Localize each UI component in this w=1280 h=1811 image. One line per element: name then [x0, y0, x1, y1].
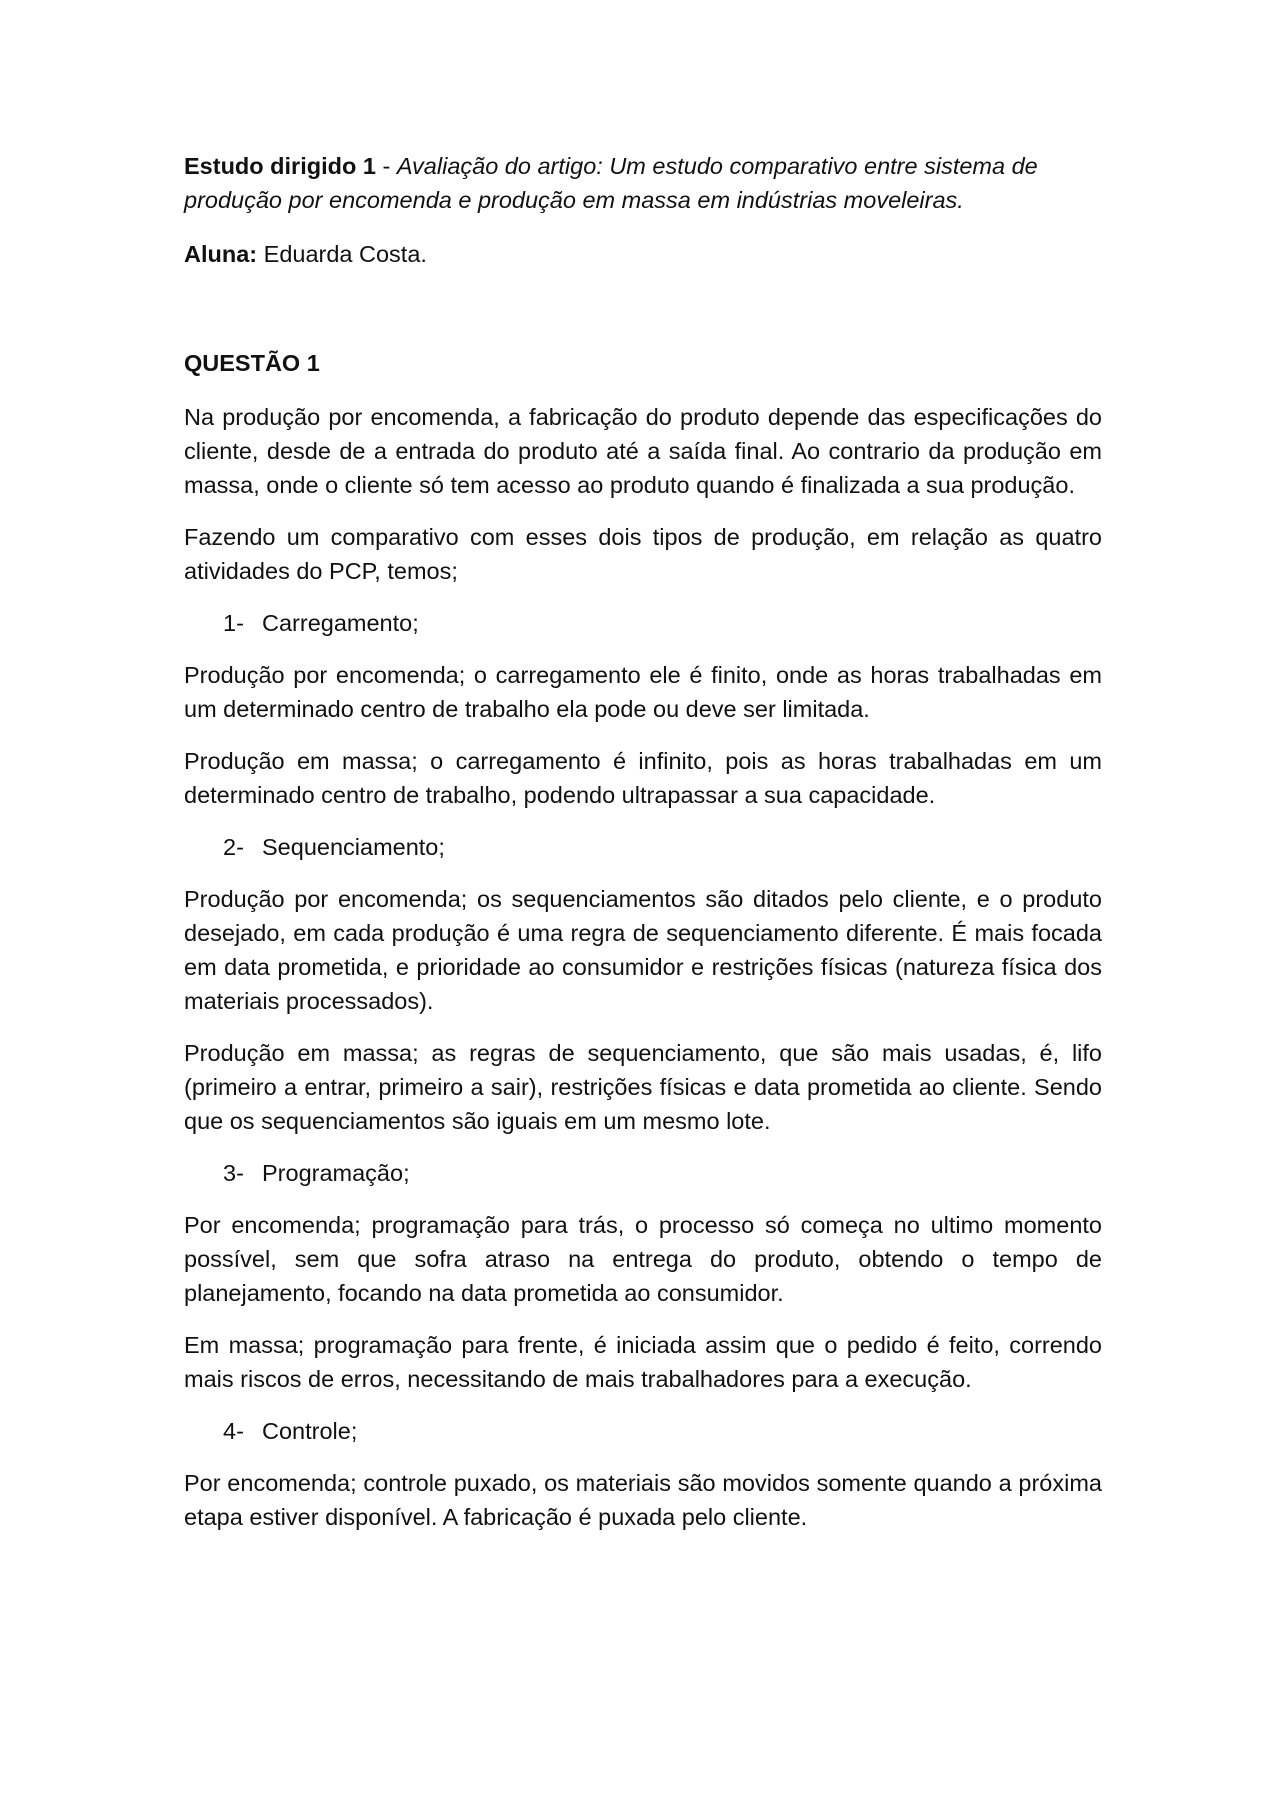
list-item-carregamento: [223, 606, 1102, 640]
list-item-number: 4-: [223, 1418, 244, 1444]
list-item-sequenciamento: [223, 830, 1102, 864]
body-paragraph: Produção por encomenda; o carregamento ele é finito, onde as horas trabalhadas em um determinado centro de trabalho ela pode ou deve ser limitada.: [184, 662, 1102, 722]
body-paragraph: Produção por encomenda; os sequenciamentos são ditados pelo cliente, e o produto desejado, em cada produção é uma regra de sequenciamento diferente. É mais focada em data prometida, e prioridade ao consumidor e restrições físicas (natureza física dos materiais processados).: [184, 886, 1102, 1014]
list-item-label: Sequenciamento;: [262, 834, 445, 860]
list-item-label: Controle;: [262, 1418, 358, 1444]
document-title: [184, 149, 1102, 217]
title-text: Avaliação do artigo: Um estudo comparativo entre sistema de produção por encomenda e produção em massa em indústrias moveleiras.: [184, 153, 1038, 213]
list-item-programacao: [223, 1156, 1102, 1190]
intro-paragraph: Na produção por encomenda, a fabricação do produto depende das especificações do cliente, desde de a entrada do produto até a saída final. Ao contrario da produção em massa, onde o cliente só tem acesso ao produto quando é finalizada a sua produção.: [184, 404, 1102, 498]
body-paragraph: Por encomenda; controle puxado, os materiais são movidos somente quando a próxima etapa estiver disponível. A fabricação é puxada pelo cliente.: [184, 1470, 1102, 1530]
title-label: Estudo dirigido 1: [184, 153, 376, 179]
document-page: [184, 149, 1102, 1552]
list-item-number: 3-: [223, 1160, 244, 1186]
author-name: Eduarda Costa.: [263, 241, 427, 267]
body-paragraph: Produção em massa; as regras de sequenciamento, que são mais usadas, é, lifo (primeiro a entrar, primeiro a sair), restrições físicas e data prometida ao cliente. Sendo que os sequenciamentos são iguais em um mesmo lote.: [184, 1040, 1102, 1134]
list-item-number: 1-: [223, 610, 244, 636]
list-item-number: 2-: [223, 834, 244, 860]
list-item-label: Carregamento;: [262, 610, 419, 636]
title-separator: -: [375, 153, 397, 179]
body-paragraph: Por encomenda; programação para trás, o processo só começa no ultimo momento possível, sem que sofra atraso na entrega do produto, obtendo o tempo de planejamento, focando na data prometida ao consumidor.: [184, 1212, 1102, 1306]
author-label: Aluna:: [184, 241, 258, 267]
intro-paragraph: Fazendo um comparativo com esses dois tipos de produção, em relação as quatro atividades do PCP, temos;: [184, 524, 1102, 584]
body-paragraph: Produção em massa; o carregamento é infinito, pois as horas trabalhadas em um determinado centro de trabalho, podendo ultrapassar a sua capacidade.: [184, 748, 1102, 808]
list-item-controle: [223, 1414, 1102, 1448]
section-heading: QUESTÃO 1: [184, 350, 320, 376]
author-line: [184, 237, 1102, 271]
list-item-label: Programação;: [262, 1160, 410, 1186]
body-paragraph: Em massa; programação para frente, é iniciada assim que o pedido é feito, correndo mais riscos de erros, necessitando de mais trabalhadores para a execução.: [184, 1332, 1102, 1392]
